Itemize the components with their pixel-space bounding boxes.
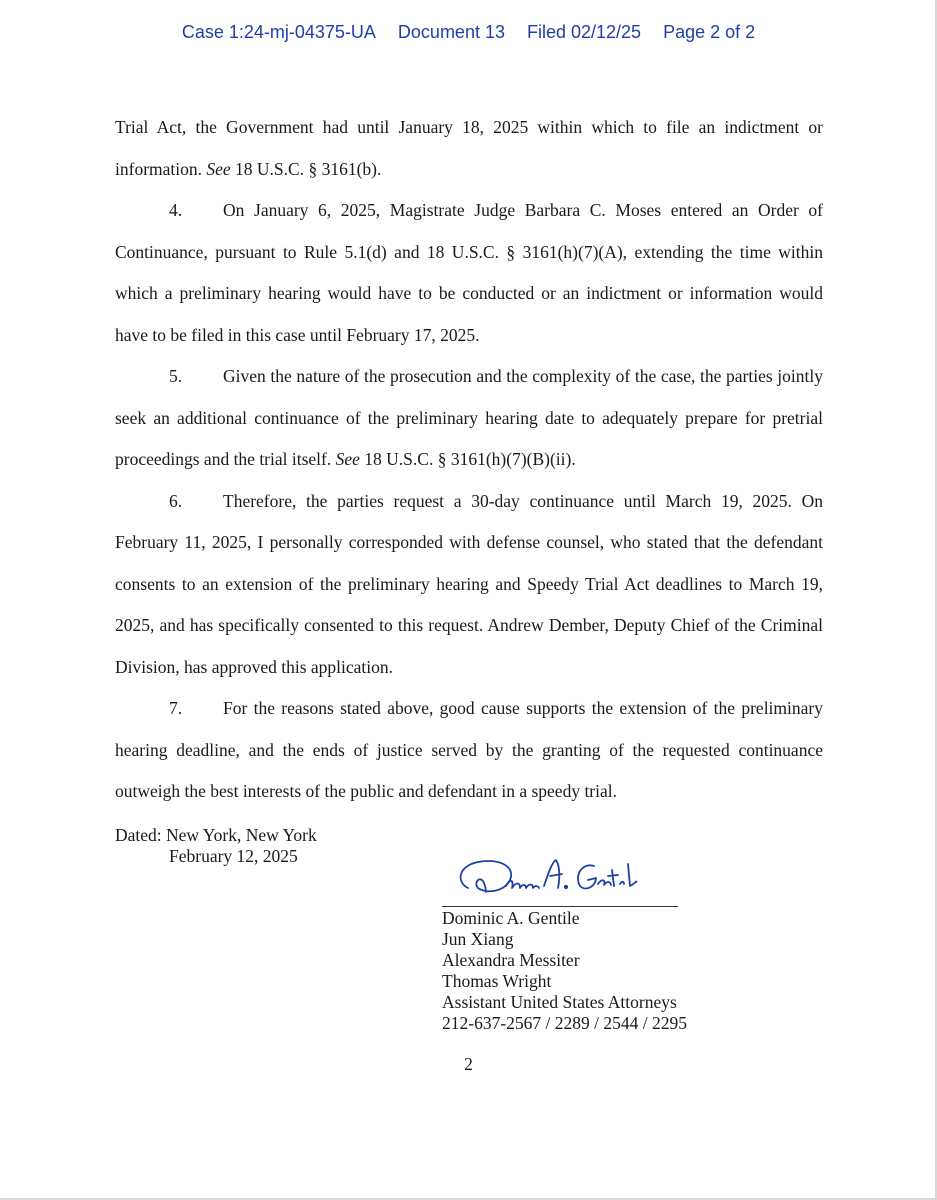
dated-date: February 12, 2025 [169, 846, 298, 866]
case-number: Case 1:24-mj-04375-UA [181, 22, 376, 42]
dated-location: Dated: New York, New York [115, 825, 317, 845]
paragraph-text: On January 6, 2025, Magistrate Judge Barbara C. Moses entered an Order of Continuance, pursuant to Rule 5.1(d) and 18 U.S.C. § 3161(h)(7)(A), extending the time within which a preliminary hearing would have to be conducted or an indictment or information would have to be filed in this case until February 17, 2025. [115, 200, 823, 345]
paragraph-5 [115, 356, 823, 481]
signer-name: Alexandra Messiter [442, 950, 580, 970]
paragraph-4 [115, 190, 823, 356]
signature-block [442, 908, 687, 1034]
filed-date: Filed 02/12/25 [526, 22, 642, 42]
handwritten-signature [456, 852, 656, 902]
ecf-header [0, 22, 937, 43]
see-signal: See [206, 158, 231, 179]
citation: 18 U.S.C. § 3161(h)(7)(B)(ii). [359, 449, 576, 469]
signer-title: Assistant United States Attorneys [442, 992, 677, 1012]
paragraph-3-continued [115, 107, 823, 190]
paragraph-7 [115, 688, 823, 813]
body-text [115, 107, 823, 813]
paragraph-text: Trial Act, the Government had until January 18, 2025 within which to file an indictment or information. [115, 117, 823, 179]
paragraph-number: 7. [169, 698, 183, 718]
citation: 18 U.S.C. § 3161(b). [230, 158, 382, 179]
dated-block [115, 825, 317, 867]
signer-phones: 212-637-2567 / 2289 / 2544 / 2295 [442, 1013, 687, 1033]
document-number: Document 13 [397, 22, 505, 42]
paragraph-text: For the reasons stated above, good cause supports the extension of the preliminary hearing deadline, and the ends of justice served by the granting of the requested continuance outweigh the best interests of the public and defendant in a speedy trial. [115, 698, 823, 801]
signer-name: Thomas Wright [442, 971, 552, 991]
paragraph-number: 4. [169, 200, 183, 220]
paragraph-text: Given the nature of the prosecution and the complexity of the case, the parties jointly seek an additional continuance of the preliminary hearing date to adequately prepare for pretrial proceedings and the trial itself. [115, 366, 823, 469]
paragraph-number: 6. [169, 490, 183, 511]
paragraph-6 [115, 481, 823, 689]
signer-name: Jun Xiang [442, 929, 514, 949]
paragraph-text: Therefore, the parties request a 30-day continuance until March 19, 2025. On February 11, 2025, I personally corresponded with defense counsel, who stated that the defendant consents to an extension of the preliminary hearing and Speedy Trial Act deadlines to March 19, 2025, and has specifically consented to this request. Andrew Dember, Deputy Chief of the Criminal Division, has approved this application. [115, 490, 823, 677]
see-signal: See [335, 449, 360, 469]
signer-name: Dominic A. Gentile [442, 908, 580, 928]
page-indicator: Page 2 of 2 [663, 22, 756, 42]
page-number: 2 [464, 1054, 473, 1074]
signature-line [442, 906, 678, 907]
paragraph-number: 5. [169, 366, 183, 386]
